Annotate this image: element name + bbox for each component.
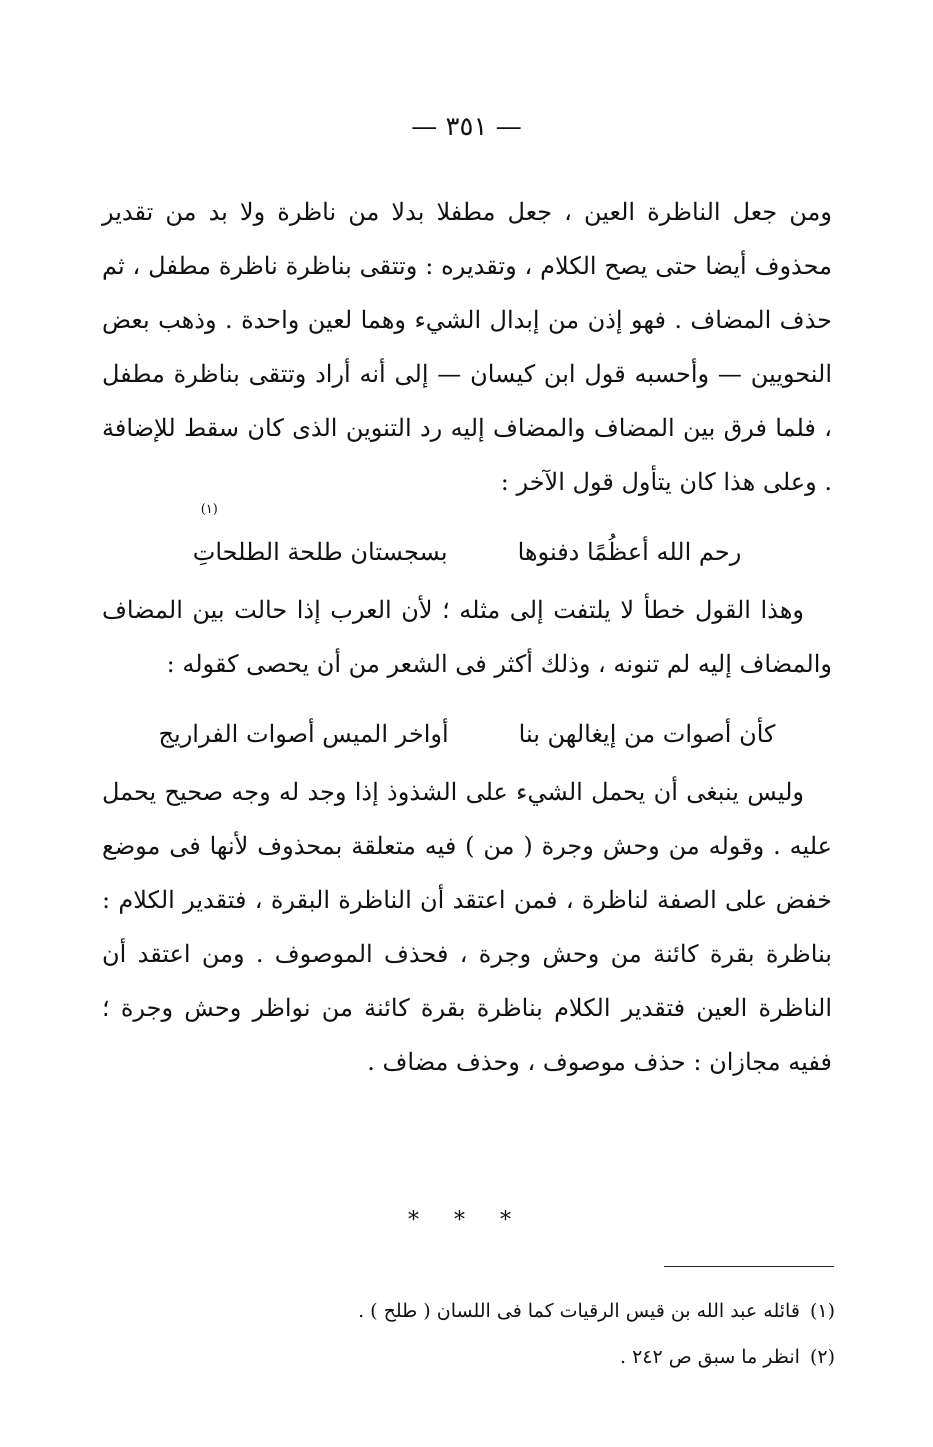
verse-1 <box>102 502 832 579</box>
footnote-separator <box>664 1266 834 1267</box>
verse-2-second-hemistich: أواخر الميس أصوات الفراريج <box>158 720 449 748</box>
main-text <box>102 185 832 1089</box>
footnote-2-text: انظر ما سبق ص ٢٤٢ . <box>619 1346 800 1368</box>
verse-1-first-hemistich: رحم الله أعظُمًا دفنوها <box>517 538 742 566</box>
verse-1-second-hemistich <box>192 502 448 579</box>
footnote-1 <box>300 1288 835 1334</box>
section-break: * * * <box>408 1208 525 1233</box>
verse-1-second-hemistich-text: بسجستان طلحة الطلحاتِ <box>192 538 448 566</box>
verse-2 <box>102 697 832 761</box>
footnotes <box>300 1288 835 1380</box>
verse-2-first-hemistich: كأن أصوات من إيغالهن بنا <box>518 720 776 748</box>
footnote-marker-1: (١) <box>200 502 218 517</box>
paragraph-1: ومن جعل الناظرة العين ، جعل مطفلا بدلا من ناظرة ولا بد من تقدير محذوف أيضا حتى يصح الكلام ، وتقديره : وتتقى بناظرة ناظرة مطفل ، ثم حذف المضاف . فهو إذن من إبدال الشيء وهما لعين واحدة . وذهب بعض النحويين — وأحسبه قول ابن كيسان — إلى أنه أراد وتتقى بناظرة مطفل ، فلما فرق بين المضاف والمضاف إليه رد التنوين الذى كان سقط للإضافة . وعلى هذا كان يتأول قول الآخر : <box>102 198 832 496</box>
paragraph-3: وليس ينبغى أن يحمل الشيء على الشذوذ إذا وجد له وجه صحيح يحمل عليه . وقوله من وحش وجرة ( من ) فيه متعلقة بمحذوف لأنها فى موضع خفض على الصفة لناظرة ، فمن اعتقد أن الناظرة البقرة ، فتقدير الكلام : بناظرة بقرة كائنة من وحش وجرة ، فحذف الموصوف . ومن اعتقد أن الناظرة العين فتقدير الكلام بناظرة بقرة كائنة من نواظر وحش وجرة ؛ ففيه مجازان : حذف موصوف ، وحذف مضاف . <box>102 778 832 1076</box>
page-number: — ٣٥١ — <box>411 112 522 142</box>
footnote-2-number: (٢) <box>809 1346 835 1368</box>
footnote-1-number: (١) <box>809 1300 835 1322</box>
footnote-1-text: قائله عبد الله بن قيس الرقيات كما فى اللسان ( طلح ) . <box>358 1300 800 1322</box>
footnote-2 <box>300 1334 835 1380</box>
paragraph-2: وهذا القول خطأ لا يلتفت إلى مثله ؛ لأن العرب إذا حالت بين المضاف والمضاف إليه لم تنونه ، وذلك أكثر فى الشعر من أن يحصى كقوله : <box>102 596 832 678</box>
